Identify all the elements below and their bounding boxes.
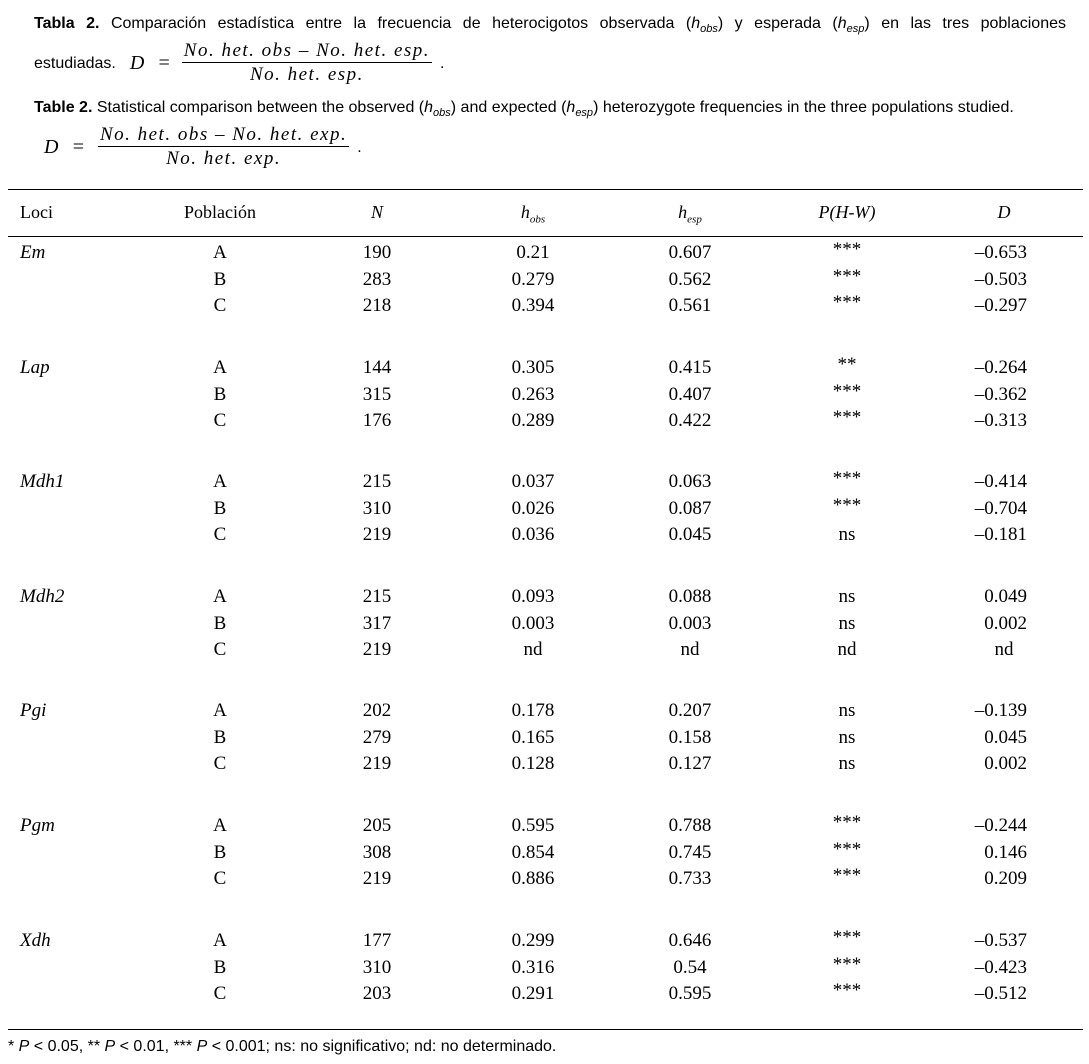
header-n: N bbox=[370, 202, 384, 222]
cell-phw: ns bbox=[838, 524, 856, 545]
locus-label: Lap bbox=[20, 357, 50, 378]
cell-phw: ns bbox=[838, 612, 856, 634]
cell-d: –0.244 bbox=[974, 815, 1027, 836]
cell-d: 0.002 bbox=[984, 612, 1027, 634]
cell-n: 283 bbox=[362, 268, 392, 290]
cell-d: –0.503 bbox=[974, 268, 1027, 290]
caption-spanish bbox=[34, 14, 1066, 34]
cell-poblacion: B bbox=[213, 612, 227, 634]
cell-n: 317 bbox=[362, 612, 392, 634]
cell-poblacion: C bbox=[213, 410, 227, 431]
cell-poblacion: A bbox=[213, 357, 227, 378]
footnote: * P < 0.05, ** P < 0.01, *** P < 0.001; ns: no significativo; nd: no determinado. bbox=[8, 1038, 557, 1055]
cell-hobs: 0.279 bbox=[511, 268, 555, 290]
cell-n: 310 bbox=[362, 497, 392, 519]
cell-n: 202 bbox=[362, 700, 392, 721]
cell-n: 310 bbox=[362, 956, 392, 978]
cell-n: 177 bbox=[362, 930, 392, 951]
cell-hobs: 0.21 bbox=[516, 242, 550, 263]
cell-n: 315 bbox=[362, 383, 392, 405]
cell-n: 219 bbox=[362, 639, 392, 660]
cell-hesp: 0.207 bbox=[668, 700, 712, 721]
cell-hobs: 0.263 bbox=[511, 383, 555, 405]
header-phw: P(H-W) bbox=[818, 202, 876, 222]
cell-hobs: 0.026 bbox=[511, 497, 555, 519]
cell-n: 219 bbox=[362, 868, 392, 889]
cell-d: –0.423 bbox=[974, 956, 1027, 978]
cell-hobs: 0.595 bbox=[511, 815, 555, 836]
cell-n: 205 bbox=[362, 815, 392, 836]
cell-hobs: 0.291 bbox=[511, 983, 555, 1004]
cell-hesp: 0.045 bbox=[668, 524, 712, 545]
cell-phw: ** bbox=[837, 354, 857, 375]
cell-hobs: nd bbox=[523, 639, 543, 660]
cell-phw: *** bbox=[832, 239, 862, 260]
cell-d: –0.264 bbox=[974, 357, 1027, 378]
cell-n: 203 bbox=[362, 983, 392, 1004]
cell-hesp: 0.733 bbox=[668, 868, 712, 889]
cell-poblacion: C bbox=[213, 524, 227, 545]
cell-poblacion: C bbox=[213, 868, 227, 889]
cell-phw: ns bbox=[838, 586, 856, 607]
cell-hobs: 0.854 bbox=[511, 841, 555, 863]
cell-phw: *** bbox=[832, 927, 862, 948]
cell-d: 0.209 bbox=[984, 868, 1027, 889]
cell-d: –0.313 bbox=[974, 410, 1027, 431]
formula-lhs-es: D = bbox=[129, 52, 172, 74]
locus-label: Mdh2 bbox=[20, 586, 65, 607]
caption-english: Table 2. Statistical comparison between the observed $(h_{obs})$ and expected $(h_{esp})$ heterozygote frequencies in the three populations studied. bbox=[34, 99, 1014, 120]
cell-poblacion: A bbox=[213, 471, 227, 492]
cell-phw: *** bbox=[832, 812, 862, 833]
cell-hobs: 0.886 bbox=[511, 868, 555, 889]
cell-d: –0.297 bbox=[974, 295, 1027, 316]
table-header-rule bbox=[8, 236, 1083, 237]
locus-label: Pgi bbox=[20, 700, 47, 721]
cell-n: 215 bbox=[362, 471, 392, 492]
cell-hobs: 0.316 bbox=[511, 956, 555, 978]
formula-fraction-en: $\frac{\text{No. het. obs – No. het. exp.}}{\text{No. het. exp.}}$ bbox=[99, 124, 348, 169]
cell-hobs: 0.036 bbox=[511, 524, 555, 545]
caption-english-label: Table 2. bbox=[34, 99, 93, 116]
cell-d: –0.537 bbox=[974, 930, 1027, 951]
cell-d: nd bbox=[994, 639, 1014, 660]
cell-hobs: 0.093 bbox=[511, 586, 555, 607]
locus-label: Mdh1 bbox=[20, 471, 65, 492]
cell-hesp: 0.127 bbox=[668, 753, 712, 774]
cell-phw: *** bbox=[832, 380, 862, 402]
cell-hesp: 0.003 bbox=[668, 612, 712, 634]
cell-hesp: 0.407 bbox=[668, 383, 712, 405]
cell-hobs: 0.394 bbox=[511, 295, 555, 316]
header-hesp: $h_{esp}$ bbox=[678, 202, 702, 226]
cell-hesp: 0.788 bbox=[668, 815, 712, 836]
cell-phw: *** bbox=[832, 494, 862, 516]
cell-hesp: 0.745 bbox=[668, 841, 712, 863]
cell-hobs: 0.128 bbox=[511, 753, 555, 774]
cell-phw: *** bbox=[832, 865, 862, 886]
cell-hobs: 0.305 bbox=[511, 357, 555, 378]
cell-poblacion: B bbox=[213, 497, 227, 519]
cell-phw: *** bbox=[832, 980, 862, 1001]
cell-phw: *** bbox=[832, 265, 862, 287]
cell-poblacion: C bbox=[213, 753, 227, 774]
cell-d: 0.146 bbox=[984, 841, 1027, 863]
cell-poblacion: C bbox=[213, 295, 227, 316]
locus-label: Xdh bbox=[20, 930, 51, 951]
cell-n: 219 bbox=[362, 524, 392, 545]
header-loci: Loci bbox=[20, 202, 53, 222]
cell-d: –0.512 bbox=[974, 983, 1027, 1004]
cell-n: 215 bbox=[362, 586, 392, 607]
cell-d: –0.362 bbox=[974, 383, 1027, 405]
cell-hobs: 0.037 bbox=[511, 471, 555, 492]
cell-poblacion: A bbox=[213, 586, 227, 607]
cell-hesp: 0.088 bbox=[668, 586, 712, 607]
cell-hesp: 0.158 bbox=[668, 726, 712, 748]
caption-spanish-line-1: Tabla 2. Comparación estadística entre la frecuencia de heterocigotos observada $(h_{obs})$ y esperada $(h_{esp})$ en las tres poblaciones bbox=[34, 15, 1066, 36]
cell-d: 0.045 bbox=[984, 726, 1027, 748]
cell-d: –0.139 bbox=[974, 700, 1027, 721]
cell-n: 144 bbox=[362, 357, 392, 378]
cell-poblacion: B bbox=[213, 841, 227, 863]
cell-hobs: 0.299 bbox=[511, 930, 555, 951]
header-d: D bbox=[997, 202, 1011, 222]
table-top-rule bbox=[8, 189, 1083, 190]
cell-poblacion: C bbox=[213, 639, 227, 660]
cell-d: –0.414 bbox=[974, 471, 1027, 492]
cell-phw: ns bbox=[838, 753, 856, 774]
cell-n: 308 bbox=[362, 841, 392, 863]
cell-poblacion: B bbox=[213, 268, 227, 290]
cell-poblacion: A bbox=[213, 930, 227, 951]
cell-phw: ns bbox=[838, 700, 856, 721]
cell-phw: *** bbox=[832, 292, 862, 313]
cell-hesp: 0.063 bbox=[668, 471, 712, 492]
cell-d: 0.049 bbox=[984, 586, 1027, 607]
formula-fraction-es: $\frac{\text{No. het. obs – No. het. esp.}}{\text{No. het. esp.}}$ bbox=[183, 40, 431, 85]
cell-n: 190 bbox=[362, 242, 392, 263]
caption-english-formula-line: D = $\frac{\text{No. het. obs – No. het. exp.}}{\text{No. het. exp.}}$ . bbox=[44, 124, 362, 169]
cell-hesp: 0.562 bbox=[668, 268, 712, 290]
header-poblacion: Población bbox=[184, 202, 256, 222]
cell-phw: *** bbox=[832, 468, 862, 489]
cell-d: –0.181 bbox=[974, 524, 1027, 545]
cell-n: 279 bbox=[362, 726, 392, 748]
locus-label: Pgm bbox=[20, 815, 55, 836]
cell-d: –0.704 bbox=[974, 497, 1027, 519]
cell-hesp: 0.646 bbox=[668, 930, 712, 951]
cell-phw: *** bbox=[832, 407, 862, 428]
cell-n: 219 bbox=[362, 753, 392, 774]
cell-poblacion: A bbox=[213, 700, 227, 721]
cell-hobs: 0.165 bbox=[511, 726, 555, 748]
cell-hesp: 0.54 bbox=[673, 956, 707, 978]
cell-poblacion: C bbox=[213, 983, 227, 1004]
cell-phw: *** bbox=[832, 838, 862, 860]
cell-hesp: nd bbox=[680, 639, 700, 660]
locus-label: Em bbox=[20, 242, 46, 263]
cell-phw: *** bbox=[832, 953, 862, 975]
caption-spanish-label: Tabla 2. bbox=[34, 15, 100, 32]
cell-poblacion: A bbox=[213, 242, 227, 263]
cell-hesp: 0.595 bbox=[668, 983, 712, 1004]
cell-hobs: 0.289 bbox=[511, 410, 555, 431]
header-hobs: $h_{obs}$ bbox=[520, 202, 546, 226]
cell-phw: ns bbox=[838, 726, 856, 748]
caption-spanish-formula-line: estudiadas. D = $\frac{\text{No. het. obs – No. het. esp.}}{\text{No. het. esp.}}$ . bbox=[34, 40, 445, 85]
cell-hesp: 0.422 bbox=[668, 410, 712, 431]
cell-n: 218 bbox=[362, 295, 392, 316]
cell-phw: nd bbox=[837, 639, 857, 660]
cell-hesp: 0.087 bbox=[668, 497, 712, 519]
cell-hesp: 0.561 bbox=[668, 295, 712, 316]
cell-n: 176 bbox=[362, 410, 392, 431]
formula-lhs-en: D = bbox=[44, 136, 86, 158]
cell-d: 0.002 bbox=[984, 753, 1027, 774]
cell-hesp: 0.415 bbox=[668, 357, 712, 378]
cell-hesp: 0.607 bbox=[668, 242, 712, 263]
cell-poblacion: B bbox=[213, 726, 227, 748]
cell-poblacion: B bbox=[213, 956, 227, 978]
cell-hobs: 0.003 bbox=[511, 612, 555, 634]
cell-poblacion: A bbox=[213, 815, 227, 836]
cell-poblacion: B bbox=[213, 383, 227, 405]
cell-d: –0.653 bbox=[974, 242, 1027, 263]
cell-hobs: 0.178 bbox=[511, 700, 555, 721]
table-bottom-rule bbox=[8, 1029, 1083, 1030]
